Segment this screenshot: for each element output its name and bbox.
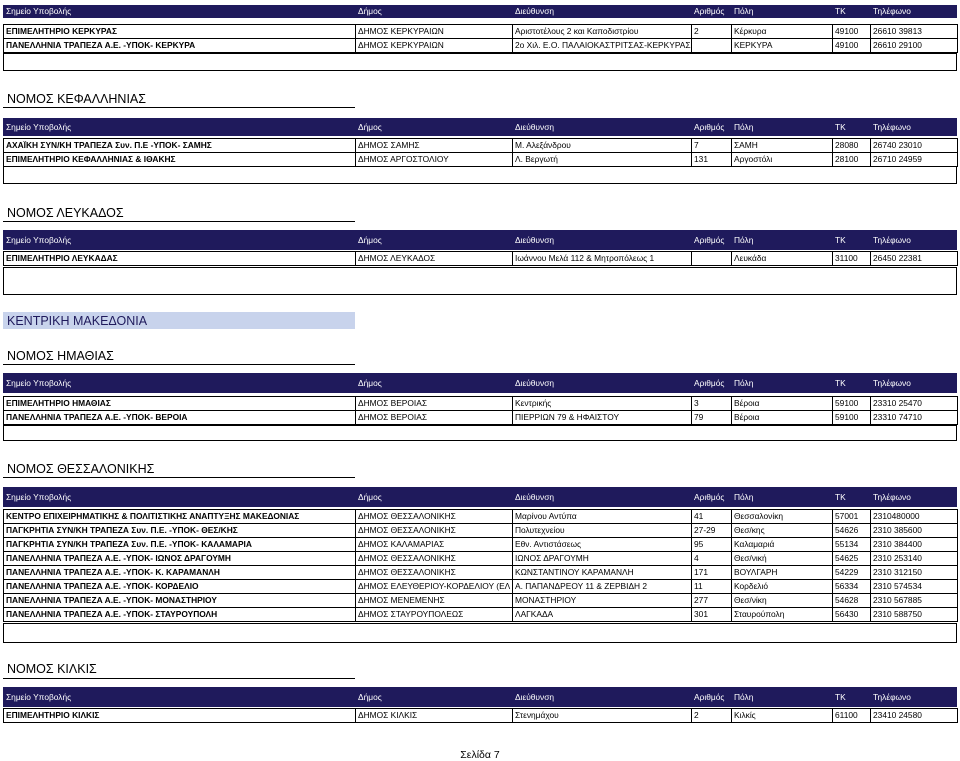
col-header-submission-point: Σημείο Υποβολής bbox=[6, 6, 72, 16]
cell-number: 2 bbox=[692, 25, 732, 39]
col-header-city: Πόλη bbox=[734, 492, 754, 502]
table-header bbox=[3, 373, 957, 393]
cell-municipality: ΔΗΜΟΣ ΘΕΣΣΑΛΟΝΙΚΗΣ bbox=[356, 552, 513, 566]
cell-submission-point: ΠΑΝΕΛΛΗΝΙΑ ΤΡΑΠΕΖΑ Α.Ε. -ΥΠΟΚ- ΜΟΝΑΣΤΗΡΙΟΥ bbox=[4, 594, 356, 608]
cell-municipality: ΔΗΜΟΣ ΑΡΓΟΣΤΟΛΙΟΥ bbox=[356, 153, 513, 167]
cell-zip: 59100 bbox=[833, 397, 871, 411]
cell-phone: 2310 588750 bbox=[871, 608, 958, 622]
col-header-municipality: Δήμος bbox=[358, 122, 382, 132]
blank-row bbox=[3, 267, 957, 295]
cell-city: Θεσ/νική bbox=[732, 552, 833, 566]
cell-municipality: ΔΗΜΟΣ ΜΕΝΕΜΕΝΗΣ bbox=[356, 594, 513, 608]
col-header-phone: Τηλέφωνο bbox=[873, 6, 911, 16]
cell-city: Κορδελιό bbox=[732, 580, 833, 594]
cell-submission-point: ΚΕΝΤΡΟ ΕΠΙΧΕΙΡΗΜΑΤΙΚΗΣ & ΠΟΛΙΤΙΣΤΙΚΗΣ ΑΝΑΠΤΥΞΗΣ ΜΑΚΕΔΟΝΙΑΣ bbox=[4, 510, 356, 524]
cell-zip: 49100 bbox=[833, 25, 871, 39]
col-header-submission-point: Σημείο Υποβολής bbox=[6, 378, 72, 388]
cell-municipality: ΔΗΜΟΣ ΣΑΜΗΣ bbox=[356, 139, 513, 153]
cell-submission-point: ΠΑΝΕΛΛΗΝΙΑ ΤΡΑΠΕΖΑ Α.Ε. -ΥΠΟΚ- Κ. ΚΑΡΑΜΑΝΛΗ bbox=[4, 566, 356, 580]
cell-address: 2ο Χιλ. Ε.Ο. ΠΑΛΑΙΟΚΑΣΤΡΙΤΣΑΣ-ΚΕΡΚΥΡΑΣ bbox=[513, 39, 692, 53]
table-row bbox=[4, 566, 958, 580]
cell-city: Καλαμαριά bbox=[732, 538, 833, 552]
table-row bbox=[4, 510, 958, 524]
cell-address: Λ. Βεργωτή bbox=[513, 153, 692, 167]
cell-phone: 26610 29100 bbox=[871, 39, 958, 53]
cell-municipality: ΔΗΜΟΣ ΘΕΣΣΑΛΟΝΙΚΗΣ bbox=[356, 566, 513, 580]
cell-submission-point: ΠΑΓΚΡΗΤΙΑ ΣΥΝ/ΚΗ ΤΡΑΠΕΖΑ Συν. Π.Ε. -ΥΠΟΚ- ΚΑΛΑΜΑΡΙΑ bbox=[4, 538, 356, 552]
col-header-number: Αριθμός bbox=[694, 492, 725, 502]
col-header-phone: Τηλέφωνο bbox=[873, 692, 911, 702]
cell-address: Πολυτεχνείου bbox=[513, 524, 692, 538]
col-header-address: Διεύθυνση bbox=[515, 378, 555, 388]
cell-zip: 54229 bbox=[833, 566, 871, 580]
col-header-municipality: Δήμος bbox=[358, 378, 382, 388]
cell-city: Βέροια bbox=[732, 411, 833, 425]
cell-number: 95 bbox=[692, 538, 732, 552]
cell-number: 7 bbox=[692, 139, 732, 153]
blank-row bbox=[3, 425, 957, 441]
cell-address: Εθν. Αντιστάσεως bbox=[513, 538, 692, 552]
cell-address: Α. ΠΑΠΑΝΔΡΕΟΥ 11 & ΖΕΡΒΙΔΗ 2 bbox=[513, 580, 692, 594]
table-row bbox=[4, 524, 958, 538]
section-underline bbox=[3, 221, 355, 222]
cell-phone: 26450 22381 bbox=[871, 252, 958, 266]
table-row bbox=[4, 39, 958, 53]
page-number: Σελίδα 7 bbox=[460, 749, 500, 761]
col-header-municipality: Δήμος bbox=[358, 692, 382, 702]
cell-submission-point: ΕΠΙΜΕΛΗΤΗΡΙΟ ΚΕΡΚΥΡΑΣ bbox=[4, 25, 356, 39]
table-header bbox=[3, 687, 957, 707]
cell-city: Λευκάδα bbox=[732, 252, 833, 266]
cell-submission-point: ΠΑΝΕΛΛΗΝΙΑ ΤΡΑΠΕΖΑ Α.Ε. -ΥΠΟΚ- ΙΩΝΟΣ ΔΡΑΓΟΥΜΗ bbox=[4, 552, 356, 566]
cell-zip: 28080 bbox=[833, 139, 871, 153]
col-header-phone: Τηλέφωνο bbox=[873, 122, 911, 132]
blank-row bbox=[3, 623, 957, 643]
cell-municipality: ΔΗΜΟΣ ΘΕΣΣΑΛΟΝΙΚΗΣ bbox=[356, 510, 513, 524]
cell-submission-point: ΕΠΙΜΕΛΗΤΗΡΙΟ ΗΜΑΘΙΑΣ bbox=[4, 397, 356, 411]
cell-zip: 28100 bbox=[833, 153, 871, 167]
col-header-submission-point: Σημείο Υποβολής bbox=[6, 692, 72, 702]
cell-zip: 61100 bbox=[833, 709, 871, 723]
col-header-address: Διεύθυνση bbox=[515, 492, 555, 502]
cell-number: 277 bbox=[692, 594, 732, 608]
section-underline bbox=[3, 678, 355, 679]
col-header-zip: ΤΚ bbox=[835, 492, 846, 502]
section-title: ΝΟΜΟΣ ΚΕΦΑΛΛΗΝΙΑΣ bbox=[7, 92, 147, 106]
table-row bbox=[4, 139, 958, 153]
cell-submission-point: ΑΧΑΪΚΗ ΣΥΝ/ΚΗ ΤΡΑΠΕΖΑ Συν. Π.Ε -ΥΠΟΚ- ΣΑΜΗΣ bbox=[4, 139, 356, 153]
cell-address: Στενημάχου bbox=[513, 709, 692, 723]
col-header-municipality: Δήμος bbox=[358, 6, 382, 16]
blank-row bbox=[3, 166, 957, 184]
cell-municipality: ΔΗΜΟΣ ΚΕΡΚΥΡΑΙΩΝ bbox=[356, 25, 513, 39]
cell-address: Μαρίνου Αντύπα bbox=[513, 510, 692, 524]
cell-city: Θεσσαλονίκη bbox=[732, 510, 833, 524]
cell-address: Μ. Αλεξάνδρου bbox=[513, 139, 692, 153]
cell-city: Θεσ/κης bbox=[732, 524, 833, 538]
cell-submission-point: ΠΑΝΕΛΛΗΝΙΑ ΤΡΑΠΕΖΑ Α.Ε. -ΥΠΟΚ- ΣΤΑΥΡΟΥΠΟΛΗ bbox=[4, 608, 356, 622]
cell-phone: 23310 25470 bbox=[871, 397, 958, 411]
col-header-number: Αριθμός bbox=[694, 235, 725, 245]
section-title: ΝΟΜΟΣ ΘΕΣΣΑΛΟΝΙΚΗΣ bbox=[7, 462, 155, 476]
cell-phone: 2310 384400 bbox=[871, 538, 958, 552]
table-row bbox=[4, 153, 958, 167]
table-row bbox=[4, 411, 958, 425]
col-header-number: Αριθμός bbox=[694, 378, 725, 388]
cell-zip: 57001 bbox=[833, 510, 871, 524]
blank-row bbox=[3, 53, 957, 71]
cell-municipality: ΔΗΜΟΣ ΚΙΛΚΙΣ bbox=[356, 709, 513, 723]
cell-number: 79 bbox=[692, 411, 732, 425]
cell-zip: 59100 bbox=[833, 411, 871, 425]
cell-municipality: ΔΗΜΟΣ ΘΕΣΣΑΛΟΝΙΚΗΣ bbox=[356, 524, 513, 538]
section-underline bbox=[3, 364, 355, 365]
cell-city: Κέρκυρα bbox=[732, 25, 833, 39]
cell-address: ΚΩΝΣΤΑΝΤΙΝΟΥ ΚΑΡΑΜΑΝΛΗ bbox=[513, 566, 692, 580]
cell-city: ΚΕΡΚΥΡΑ bbox=[732, 39, 833, 53]
col-header-phone: Τηλέφωνο bbox=[873, 378, 911, 388]
cell-number: 27-29 bbox=[692, 524, 732, 538]
cell-phone: 2310 312150 bbox=[871, 566, 958, 580]
cell-city: Αργοστόλι bbox=[732, 153, 833, 167]
table-row bbox=[4, 580, 958, 594]
cell-city: ΣΑΜΗ bbox=[732, 139, 833, 153]
col-header-zip: ΤΚ bbox=[835, 6, 846, 16]
cell-address: Αριστοτέλους 2 και Καποδιστρίου bbox=[513, 25, 692, 39]
cell-number: 2 bbox=[692, 709, 732, 723]
cell-municipality: ΔΗΜΟΣ ΚΑΛΑΜΑΡΙΑΣ bbox=[356, 538, 513, 552]
cell-phone: 2310 574534 bbox=[871, 580, 958, 594]
cell-zip: 54628 bbox=[833, 594, 871, 608]
col-header-submission-point: Σημείο Υποβολής bbox=[6, 122, 72, 132]
cell-city: Θεσ/νίκη bbox=[732, 594, 833, 608]
cell-zip: 49100 bbox=[833, 39, 871, 53]
cell-address: Ιωάννου Μελά 112 & Μητροπόλεως 1 bbox=[513, 252, 692, 266]
cell-zip: 31100 bbox=[833, 252, 871, 266]
region-title: ΚΕΝΤΡΙΚΗ ΜΑΚΕΔΟΝΙΑ bbox=[3, 312, 355, 329]
table-row bbox=[4, 538, 958, 552]
cell-municipality: ΔΗΜΟΣ ΚΕΡΚΥΡΑΙΩΝ bbox=[356, 39, 513, 53]
col-header-city: Πόλη bbox=[734, 6, 754, 16]
table-top bbox=[3, 24, 958, 53]
table-row bbox=[4, 552, 958, 566]
section-underline bbox=[3, 477, 355, 478]
cell-address: ΙΩΝΟΣ ΔΡΑΓΟΥΜΗ bbox=[513, 552, 692, 566]
cell-municipality: ΔΗΜΟΣ ΛΕΥΚΑΔΟΣ bbox=[356, 252, 513, 266]
table-row bbox=[4, 608, 958, 622]
col-header-submission-point: Σημείο Υποβολής bbox=[6, 235, 72, 245]
cell-city: ΒΟΥΛΓΑΡΗ bbox=[732, 566, 833, 580]
cell-number: 41 bbox=[692, 510, 732, 524]
table-row bbox=[4, 25, 958, 39]
table-row bbox=[4, 709, 958, 723]
col-header-city: Πόλη bbox=[734, 692, 754, 702]
cell-zip: 56430 bbox=[833, 608, 871, 622]
col-header-zip: ΤΚ bbox=[835, 122, 846, 132]
col-header-zip: ΤΚ bbox=[835, 378, 846, 388]
table-header bbox=[3, 230, 957, 250]
cell-number: 131 bbox=[692, 153, 732, 167]
col-header-number: Αριθμός bbox=[694, 6, 725, 16]
cell-phone: 2310480000 bbox=[871, 510, 958, 524]
cell-number: 4 bbox=[692, 552, 732, 566]
cell-submission-point: ΕΠΙΜΕΛΗΤΗΡΙΟ ΚΙΛΚΙΣ bbox=[4, 709, 356, 723]
cell-zip: 54626 bbox=[833, 524, 871, 538]
col-header-city: Πόλη bbox=[734, 235, 754, 245]
cell-phone: 26740 23010 bbox=[871, 139, 958, 153]
col-header-number: Αριθμός bbox=[694, 122, 725, 132]
cell-submission-point: ΕΠΙΜΕΛΗΤΗΡΙΟ ΚΕΦΑΛΛΗΝΙΑΣ & ΙΘΑΚΗΣ bbox=[4, 153, 356, 167]
col-header-address: Διεύθυνση bbox=[515, 6, 555, 16]
cell-number bbox=[692, 39, 732, 53]
col-header-municipality: Δήμος bbox=[358, 235, 382, 245]
cell-zip: 54625 bbox=[833, 552, 871, 566]
table-kilkis bbox=[3, 708, 958, 723]
cell-address: ΜΟΝΑΣΤΗΡΙΟΥ bbox=[513, 594, 692, 608]
cell-address: ΠΙΕΡΡΙΩΝ 79 & ΗΦΑΙΣΤΟΥ bbox=[513, 411, 692, 425]
cell-phone: 2310 567885 bbox=[871, 594, 958, 608]
cell-zip: 55134 bbox=[833, 538, 871, 552]
col-header-municipality: Δήμος bbox=[358, 492, 382, 502]
cell-city: Σταυρούπολη bbox=[732, 608, 833, 622]
col-header-phone: Τηλέφωνο bbox=[873, 492, 911, 502]
cell-municipality: ΔΗΜΟΣ ΣΤΑΥΡΟΥΠΟΛΕΩΣ bbox=[356, 608, 513, 622]
cell-submission-point: ΠΑΓΚΡΗΤΙΑ ΣΥΝ/ΚΗ ΤΡΑΠΕΖΑ Συν. Π.Ε. -ΥΠΟΚ- ΘΕΣ/ΚΗΣ bbox=[4, 524, 356, 538]
cell-submission-point: ΠΑΝΕΛΛΗΝΙΑ ΤΡΑΠΕΖΑ Α.Ε. -ΥΠΟΚ- ΚΕΡΚΥΡΑ bbox=[4, 39, 356, 53]
table-row bbox=[4, 397, 958, 411]
table-header bbox=[3, 118, 957, 136]
cell-phone: 26710 24959 bbox=[871, 153, 958, 167]
col-header-phone: Τηλέφωνο bbox=[873, 235, 911, 245]
cell-zip: 56334 bbox=[833, 580, 871, 594]
table-row bbox=[4, 594, 958, 608]
cell-number: 301 bbox=[692, 608, 732, 622]
table-row bbox=[4, 252, 958, 266]
cell-submission-point: ΠΑΝΕΛΛΗΝΙΑ ΤΡΑΠΕΖΑ Α.Ε. -ΥΠΟΚ- ΚΟΡΔΕΛΙΟ bbox=[4, 580, 356, 594]
section-underline bbox=[3, 107, 355, 108]
cell-city: Κιλκίς bbox=[732, 709, 833, 723]
cell-phone: 23310 74710 bbox=[871, 411, 958, 425]
cell-municipality: ΔΗΜΟΣ ΕΛΕΥΘΕΡΙΟΥ-ΚΟΡΔΕΛΙΟΥ (ΕΛ bbox=[356, 580, 513, 594]
cell-city: Βέροια bbox=[732, 397, 833, 411]
section-title: ΝΟΜΟΣ ΗΜΑΘΙΑΣ bbox=[7, 349, 114, 363]
cell-address: Κεντρικής bbox=[513, 397, 692, 411]
cell-phone: 23410 24580 bbox=[871, 709, 958, 723]
cell-number: 11 bbox=[692, 580, 732, 594]
section-title: ΝΟΜΟΣ ΚΙΛΚΙΣ bbox=[7, 662, 97, 676]
cell-phone: 26610 39813 bbox=[871, 25, 958, 39]
cell-submission-point: ΕΠΙΜΕΛΗΤΗΡΙΟ ΛΕΥΚΑΔΑΣ bbox=[4, 252, 356, 266]
cell-phone: 2310 385600 bbox=[871, 524, 958, 538]
cell-address: ΛΑΓΚΑΔΑ bbox=[513, 608, 692, 622]
cell-municipality: ΔΗΜΟΣ ΒΕΡΟΙΑΣ bbox=[356, 411, 513, 425]
col-header-city: Πόλη bbox=[734, 378, 754, 388]
col-header-address: Διεύθυνση bbox=[515, 235, 555, 245]
col-header-zip: ΤΚ bbox=[835, 235, 846, 245]
cell-submission-point: ΠΑΝΕΛΛΗΝΙΑ ΤΡΑΠΕΖΑ Α.Ε. -ΥΠΟΚ- ΒΕΡΟΙΑ bbox=[4, 411, 356, 425]
col-header-number: Αριθμός bbox=[694, 692, 725, 702]
cell-number: 171 bbox=[692, 566, 732, 580]
table-thessaloniki bbox=[3, 509, 958, 622]
cell-number bbox=[692, 252, 732, 266]
col-header-zip: ΤΚ bbox=[835, 692, 846, 702]
col-header-submission-point: Σημείο Υποβολής bbox=[6, 492, 72, 502]
table-imathia bbox=[3, 396, 958, 425]
cell-municipality: ΔΗΜΟΣ ΒΕΡΟΙΑΣ bbox=[356, 397, 513, 411]
col-header-address: Διεύθυνση bbox=[515, 692, 555, 702]
cell-number: 3 bbox=[692, 397, 732, 411]
col-header-address: Διεύθυνση bbox=[515, 122, 555, 132]
table-header bbox=[3, 487, 957, 507]
section-title: ΝΟΜΟΣ ΛΕΥΚΑΔΟΣ bbox=[7, 206, 124, 220]
table-kefallinia bbox=[3, 138, 958, 167]
col-header-city: Πόλη bbox=[734, 122, 754, 132]
table-lefkada bbox=[3, 251, 958, 266]
table-header bbox=[3, 5, 957, 18]
cell-phone: 2310 253140 bbox=[871, 552, 958, 566]
